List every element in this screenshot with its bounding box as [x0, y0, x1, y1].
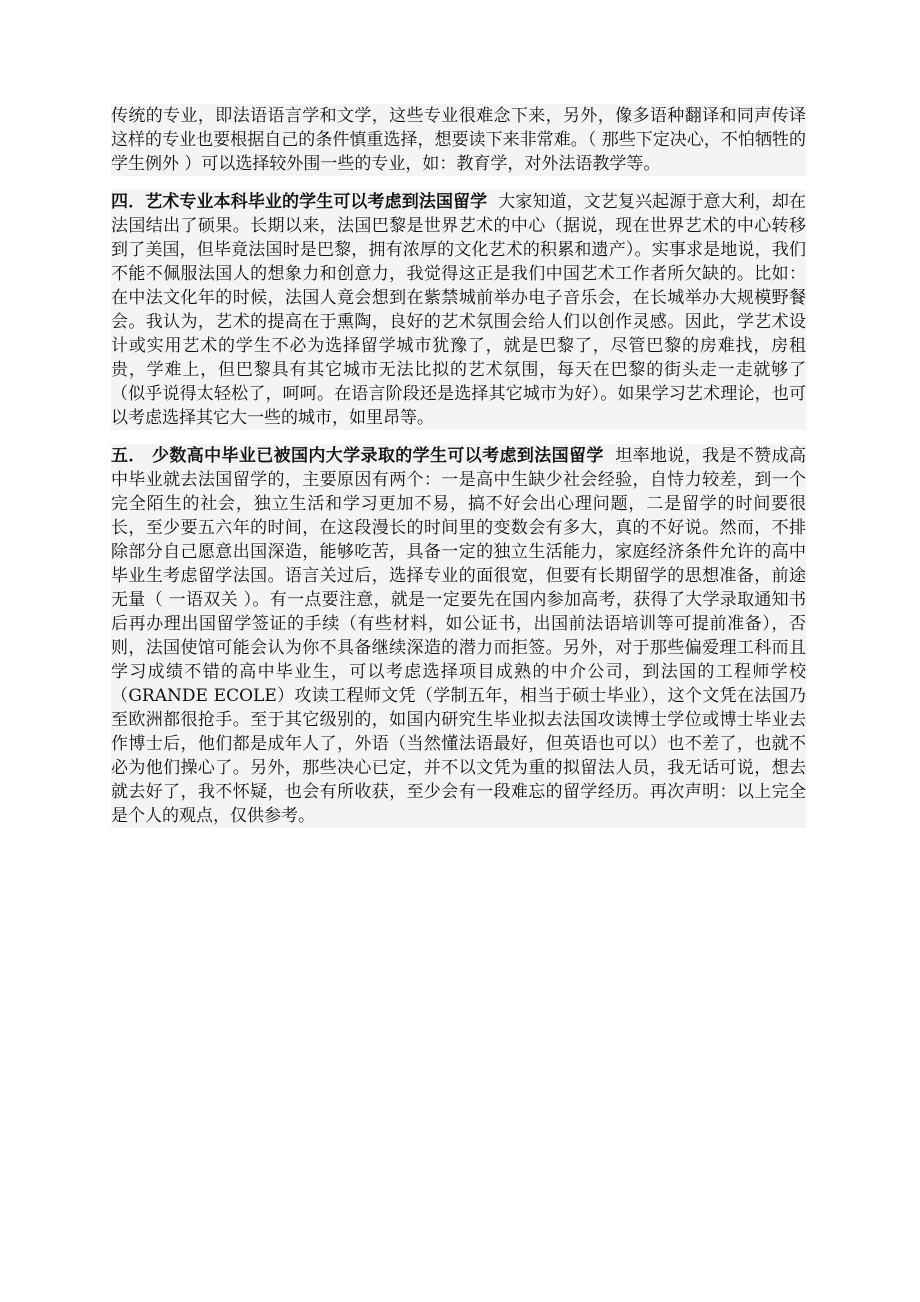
paragraph-3-text: 坦率地说，我是不赞成高中毕业就去法国留学的，主要原因有两个：一是高中生缺少社会经验，自恃力较差，到一个完全陌生的社会，独立生活和学习更加不易，搞不好会出心理问题，二是留学的时间要很长，至少要五六年的时间，在这段漫长的时间里的变数会有多大，真的不好说。然而，不排除部分自己愿意出国深造，能够吃苦，具备一定的独立生活能力，家庭经济条件允许的高中毕业生考虑留学法国。语言关过后，选择专业的面很宽，但要有长期留学的思想准备，前途无量（ 一语双关 ）。有一点要注意，就是一定要先在国内参加高考，获得了大学录取通知书后再办理出国留学签证的手续（有些材料，如公证书，出国前法语培训等可提前准备），否则，法国使馆可能会认为你不具备继续深造的潜力而拒签。另外，对于那些偏爱理工科而且学习成绩不错的高中毕业生，可以考虑选择项目成熟的中介公司，到法国的工程师学校（GRANDE ECOLE）攻读工程师文凭（学制五年，相当于硕士毕业），这个文凭在法国乃至欧洲都很抢手。至于其它级别的，如国内研究生毕业拟去法国攻读博士学位或博士毕业去作博士后，他们都是成年人了，外语（当然懂法语最好，但英语也可以）也不差了，也就不必为他们操心了。另外，那些决心已定，并不以文凭为重的拟留法人员，我无话可说，想去就去好了，我不怀疑，也会有所收获，至少会有一段难忘的留学经历。再次声明：以上完全是个人的观点，仅供参考。 [111, 446, 807, 826]
paragraph-1-text: 传统的专业，即法语语言学和文学，这些专业很难念下来，另外，像多语种翻译和同声传译这样的专业也要根据自己的条件慎重选择，想要读下来非常难。（ 那些下定决心，不怕牺牲的学生例外 ）可以选择较外围一些的专业，如：教育学，对外法语教学等。 [111, 106, 806, 174]
section-heading-5: 五． 少数高中毕业已被国内大学录取的学生可以考虑到法国留学 [111, 446, 604, 466]
paragraph-2 [111, 190, 806, 430]
section-heading-4: 四．艺术专业本科毕业的学生可以考虑到法国留学 [111, 192, 488, 212]
paragraph-2-text: 大家知道，文艺复兴起源于意大利，却在法国结出了硕果。长期以来，法国巴黎是世界艺术的中心（据说，现在世界艺术的中心转移到了美国，但毕竟法国时是巴黎，拥有浓厚的文化艺术的积累和遗产）。实事求是地说，我们不能不佩服法国人的想象力和创意力，我觉得这正是我们中国艺术工作者所欠缺的。比如：在中法文化年的时候，法国人竟会想到在紫禁城前举办电子音乐会，在长城举办大规模野餐会。我认为，艺术的提高在于熏陶，良好的艺术氛围会给人们以创作灵感。因此，学艺术设计或实用艺术的学生不必为选择留学城市犹豫了，就是巴黎了，尽管巴黎的房难找，房租贵，学难上，但巴黎具有其它城市无法比拟的艺术氛围，每天在巴黎的街头走一走就够了（似乎说得太轻松了，呵呵。在语言阶段还是选择其它城市为好）。如果学习艺术理论，也可以考虑选择其它大一些的城市，如里昂等。 [111, 192, 807, 428]
paragraph-3 [111, 444, 806, 828]
document-body [111, 104, 806, 828]
paragraph-1 [111, 104, 806, 176]
